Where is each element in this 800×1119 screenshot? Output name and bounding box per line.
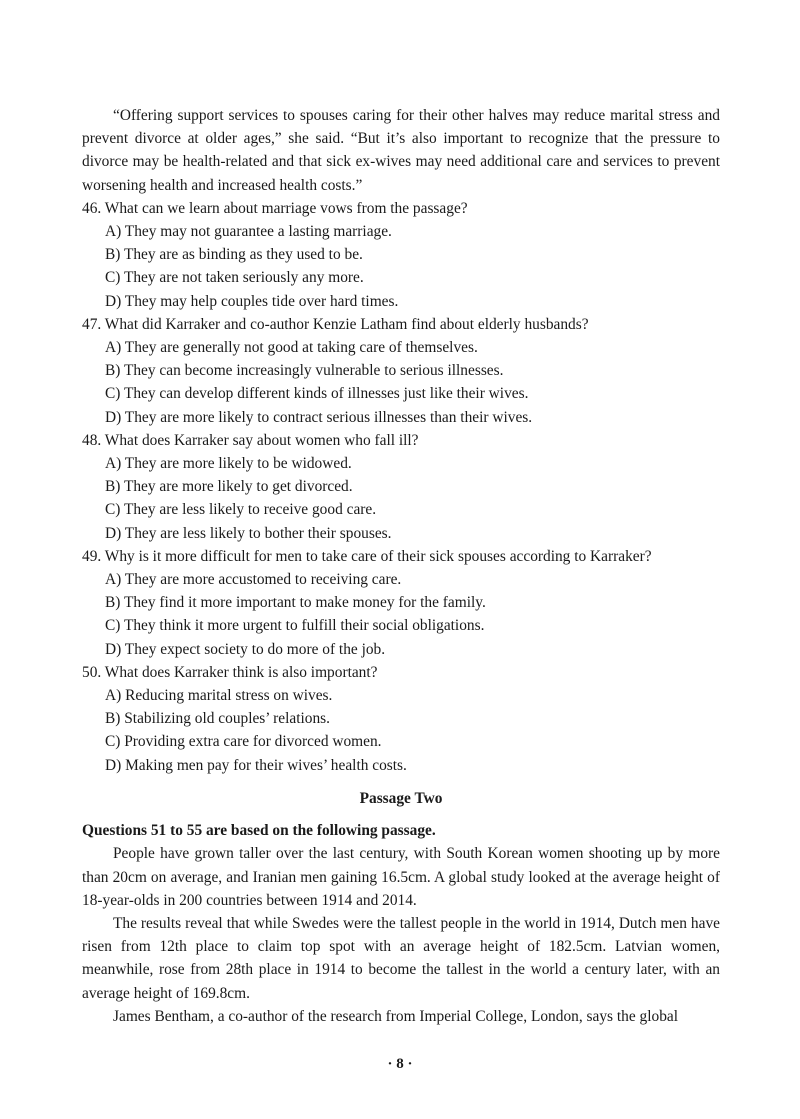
question-46	[82, 197, 720, 313]
option-c: C) They are not taken seriously any more.	[105, 269, 364, 287]
page-number: · 8 ·	[387, 1056, 413, 1072]
question-stem: 50. What does Karraker think is also important?	[82, 663, 378, 681]
option-d: D) They expect society to do more of the job.	[105, 640, 386, 658]
document-page	[82, 104, 720, 1028]
passage-two-title: Passage Two	[359, 789, 443, 807]
option-c: C) They are less likely to receive good care.	[105, 501, 377, 519]
passage-paragraph: The results reveal that while Swedes were the tallest people in the world in 1914, Dutch men have risen from 12th place to claim top spot with an average height of 182.5cm. Latvian women, meanwhile, rose from 28th place in 1914 to become the tallest in the world a century later, with an average height of 169.8cm.	[82, 914, 720, 1002]
option-b: B) They are as binding as they used to be.	[105, 246, 363, 264]
question-stem: 48. What does Karraker say about women who fall ill?	[82, 431, 419, 449]
passage-paragraph: James Bentham, a co-author of the research from Imperial College, London, says the global	[113, 1007, 678, 1025]
question-48	[82, 429, 720, 545]
question-47	[82, 313, 720, 429]
option-a: A) They are more likely to be widowed.	[105, 455, 352, 473]
option-b: B) Stabilizing old couples’ relations.	[105, 710, 330, 728]
option-c: C) Providing extra care for divorced women.	[105, 733, 382, 751]
option-a: A) They may not guarantee a lasting marriage.	[105, 223, 392, 241]
option-c: C) They think it more urgent to fulfill their social obligations.	[105, 617, 485, 635]
option-d: D) They are more likely to contract serious illnesses than their wives.	[105, 408, 533, 426]
question-49	[82, 545, 720, 661]
passage-paragraph: People have grown taller over the last century, with South Korean women shooting up by more than 20cm on average, and Iranian men gaining 16.5cm. A global study looked at the average height of 18-year-olds in 200 countries between 1914 and 2014.	[82, 845, 720, 909]
option-b: B) They are more likely to get divorced.	[105, 478, 353, 496]
question-stem: 46. What can we learn about marriage vows from the passage?	[82, 199, 468, 217]
option-b: B) They find it more important to make money for the family.	[105, 594, 486, 612]
opening-paragraph: “Offering support services to spouses caring for their other halves may reduce marital stress and prevent divorce at older ages,” she said. “But it’s also important to recognize that the pressure to divorce may be health-related and that sick ex-wives may need additional care and services to prevent worsening health and increased health costs.”	[82, 107, 720, 194]
question-50	[82, 661, 720, 777]
question-stem: 47. What did Karraker and co-author Kenzie Latham find about elderly husbands?	[82, 315, 589, 333]
option-d: D) They are less likely to bother their spouses.	[105, 524, 392, 542]
option-c: C) They can develop different kinds of illnesses just like their wives.	[105, 385, 529, 403]
option-b: B) They can become increasingly vulnerable to serious illnesses.	[105, 362, 504, 380]
option-d: D) They may help couples tide over hard times.	[105, 292, 399, 310]
passage-two-lead: Questions 51 to 55 are based on the following passage.	[82, 822, 436, 840]
option-d: D) Making men pay for their wives’ health costs.	[105, 756, 407, 774]
option-a: A) Reducing marital stress on wives.	[105, 687, 333, 705]
option-a: A) They are generally not good at taking care of themselves.	[105, 339, 478, 357]
question-stem: 49. Why is it more difficult for men to take care of their sick spouses according to Karraker?	[82, 547, 652, 565]
option-a: A) They are more accustomed to receiving care.	[105, 571, 402, 589]
